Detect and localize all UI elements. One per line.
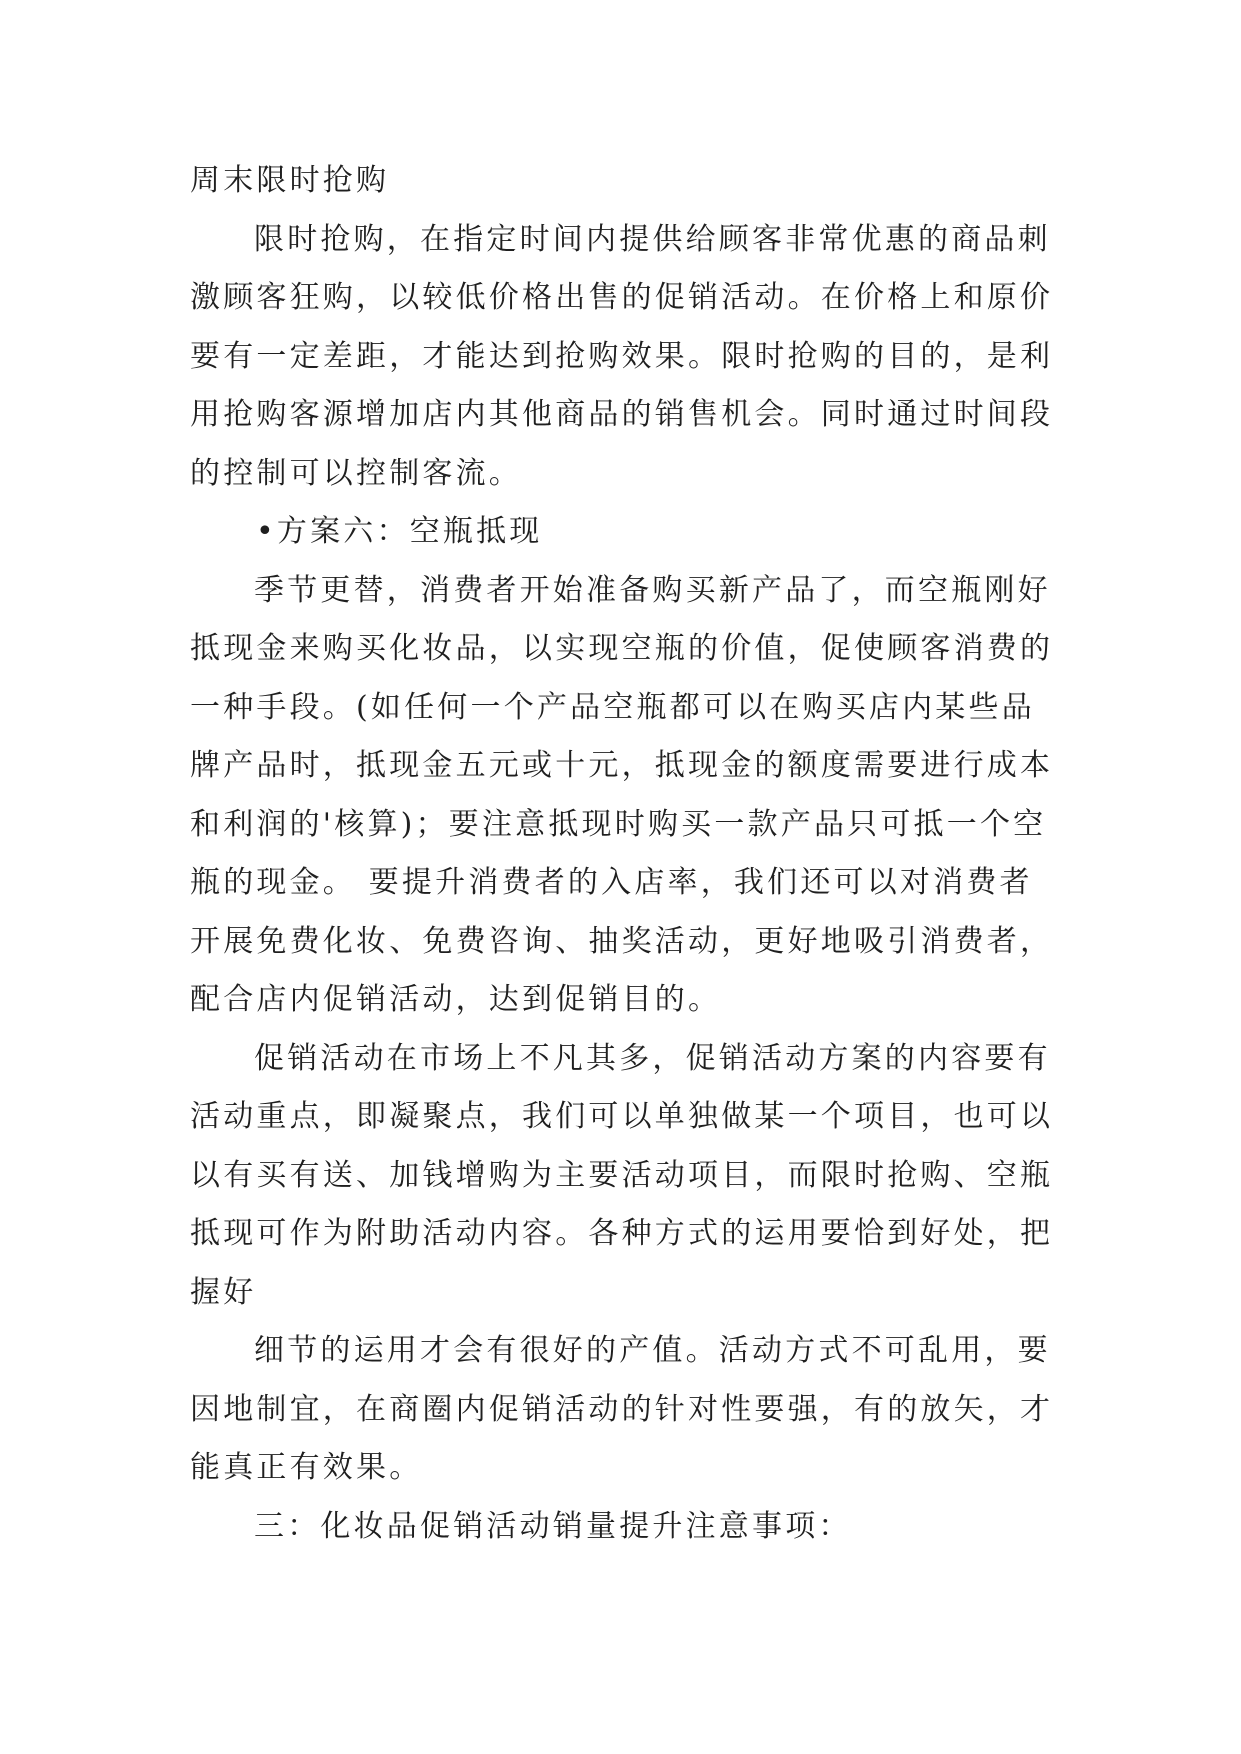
text-line: 细节的运用才会有很好的产值。活动方式不可乱用，要	[254, 1333, 1051, 1368]
text-line: 限时抢购，在指定时间内提供给顾客非常优惠的商品刺	[254, 221, 1051, 257]
text-line: 抵现可作为附助活动内容。各种方式的运用要恰到好处，把	[190, 1216, 1054, 1251]
text-line: 促销活动在市场上不凡其多，促销活动方案的内容要有	[254, 1040, 1051, 1076]
text-line: 和利润的'核算)；要注意抵现时购买一款产品只可抵一个空	[190, 806, 1047, 842]
text-line: 能真正有效果。	[190, 1450, 423, 1485]
text-line: 开展免费化妆、免费咨询、抽奖活动，更好地吸引消费者，	[190, 923, 1054, 959]
text-line: 周末限时抢购	[190, 163, 390, 198]
text-line: 要有一定差距，才能达到抢购效果。限时抢购的目的，是利	[190, 338, 1054, 374]
section-heading: •方案六：空瓶抵现	[256, 514, 543, 549]
text-line: 季节更替，消费者开始准备购买新产品了，而空瓶刚好	[254, 572, 1051, 608]
text-line: 配合店内促销活动，达到促销目的。	[190, 982, 722, 1017]
text-line: 一种手段。(如任何一个产品空瓶都可以在购买店内某些品	[190, 689, 1035, 725]
text-line: 激顾客狂购，以较低价格出售的促销活动。在价格上和原价	[190, 280, 1054, 315]
text-line: 抵现金来购买化妆品，以实现空瓶的价值，促使顾客消费的	[190, 631, 1054, 666]
text-line: 用抢购客源增加店内其他商品的销售机会。同时通过时间段	[190, 397, 1054, 432]
text-line: 瓶的现金。 要提升消费者的入店率，我们还可以对消费者	[190, 865, 1033, 900]
text-line: 握好	[190, 1274, 257, 1310]
text-line: 以有买有送、加钱增购为主要活动项目，而限时抢购、空瓶	[190, 1157, 1054, 1193]
body-text	[190, 152, 1060, 1556]
section-heading: 三：化妆品促销活动销量提升注意事项：	[254, 1508, 852, 1544]
text-line: 因地制宜，在商圈内促销活动的针对性要强，有的放矢，才	[190, 1391, 1054, 1427]
text-line: 牌产品时，抵现金五元或十元，抵现金的额度需要进行成本	[190, 748, 1054, 783]
text-line: 活动重点，即凝聚点，我们可以单独做某一个项目，也可以	[190, 1099, 1054, 1134]
text-line: 的控制可以控制客流。	[190, 455, 522, 491]
